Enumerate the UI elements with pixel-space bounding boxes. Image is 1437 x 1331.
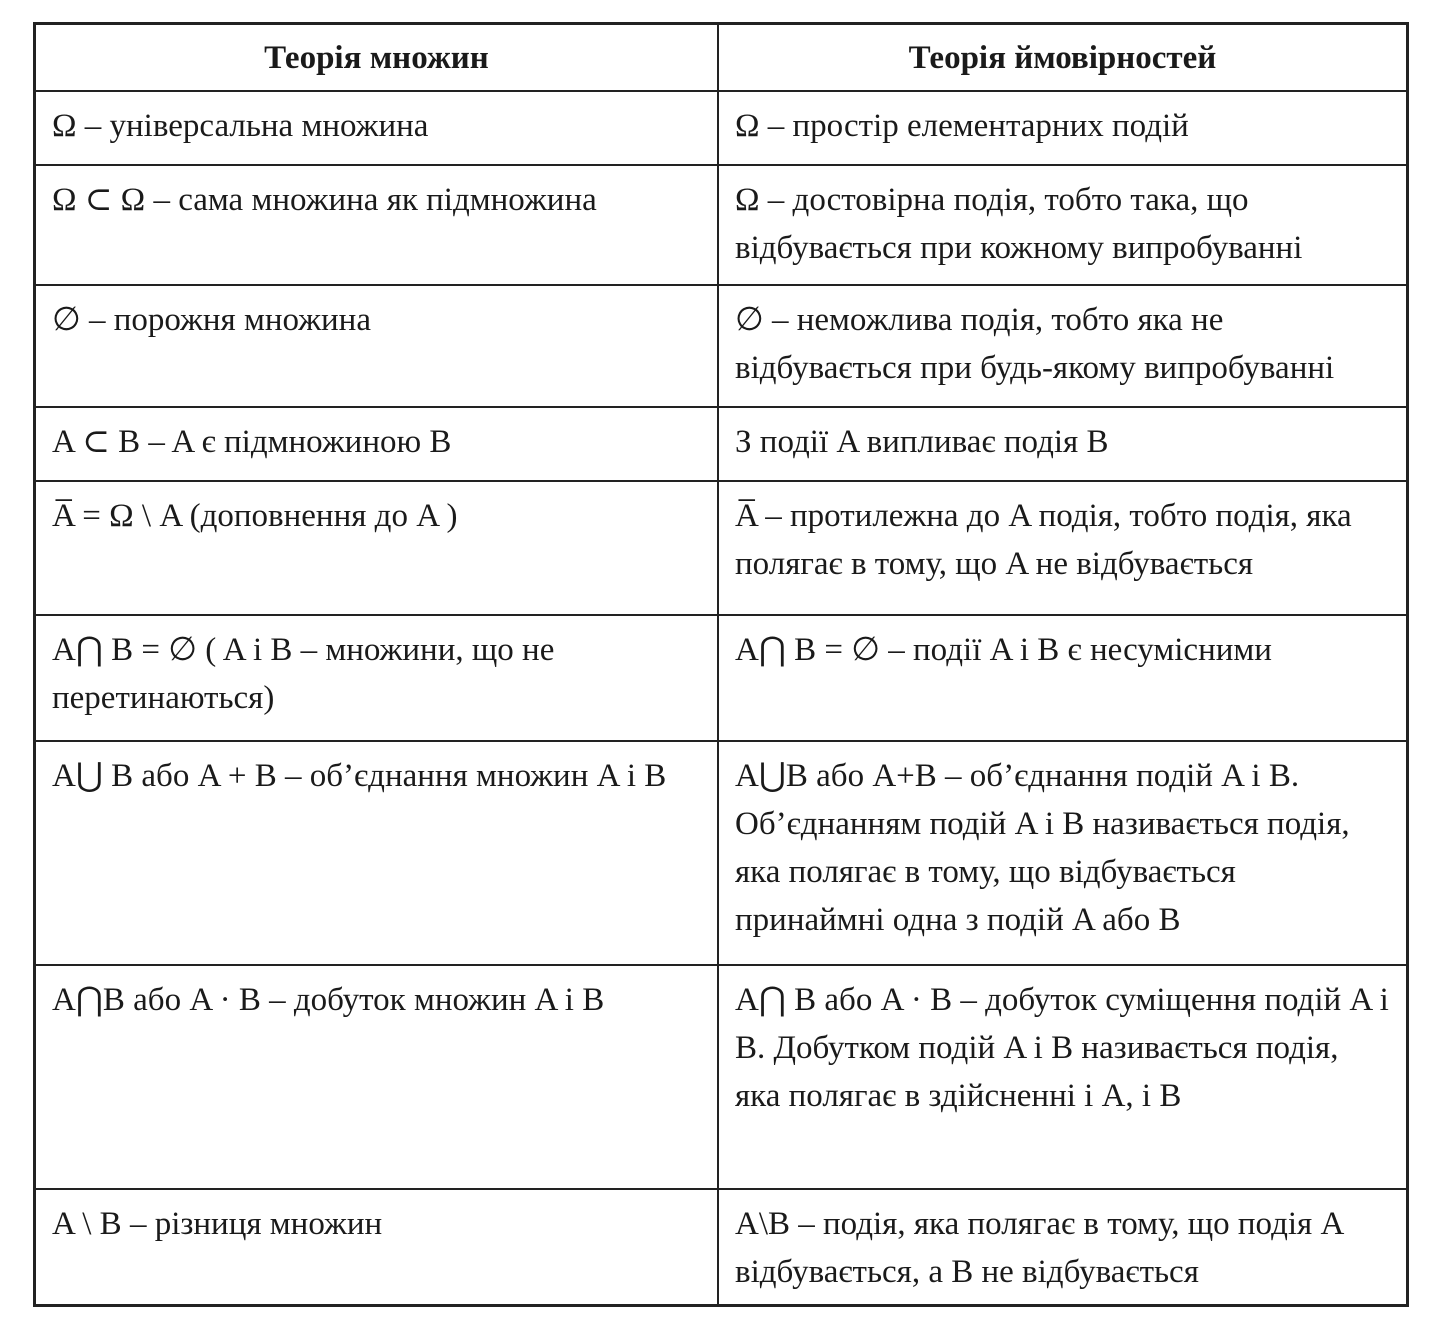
set-theory-cell: A⋂ B = ∅ ( A і B – множини, що не перетинаються): [36, 615, 718, 741]
header-probability-theory: Теорія ймовірностей: [718, 25, 1406, 91]
set-theory-cell: Ω – універсальна множина: [36, 91, 718, 165]
probability-cell: A⋂ B або A · B – добуток суміщення подій A і B. Добутком подій A і B називається подія, яка полягає в здійсненні і A, і B: [718, 965, 1406, 1189]
probability-cell: A\B – подія, яка полягає в тому, що подія A відбувається, а B не відбувається: [718, 1189, 1406, 1304]
comparison-table-frame: [33, 22, 1409, 1307]
table-row: [36, 285, 1406, 407]
probability-cell: A⋃B або A+B – об’єднання подій A і B. Об’єднанням подій A і B називається подія, яка полягає в тому, що відбувається принаймні одна з подій A або B: [718, 741, 1406, 965]
set-theory-cell: A⋃ B або A + B – об’єднання множин A і B: [36, 741, 718, 965]
table-row: [36, 615, 1406, 741]
table-row: [36, 165, 1406, 285]
probability-cell: A⋂ B = ∅ – події A і B є несумісними: [718, 615, 1406, 741]
table-row: [36, 741, 1406, 965]
table-row: [36, 481, 1406, 615]
set-theory-cell: A \ B – різниця множин: [36, 1189, 718, 1304]
probability-cell: З події A випливає подія B: [718, 407, 1406, 481]
header-set-theory: Теорія множин: [36, 25, 718, 91]
set-probability-table: [36, 25, 1406, 1304]
probability-cell: ∅ – неможлива подія, тобто яка не відбувається при будь-якому випробуванні: [718, 285, 1406, 407]
table-row: [36, 407, 1406, 481]
set-theory-cell: A̅ = Ω \ A (доповнення до A ): [36, 481, 718, 615]
probability-cell: Ω – достовірна подія, тобто така, що відбувається при кожному випробуванні: [718, 165, 1406, 285]
set-theory-cell: A ⊂ B – A є підмножиною B: [36, 407, 718, 481]
set-theory-cell: ∅ – порожня множина: [36, 285, 718, 407]
set-theory-cell: A⋂B або A · B – добуток множин A і B: [36, 965, 718, 1189]
table-row: [36, 1189, 1406, 1304]
set-theory-cell: Ω ⊂ Ω – сама множина як підмножина: [36, 165, 718, 285]
probability-cell: A̅ – протилежна до A подія, тобто подія, яка полягає в тому, що A не відбувається: [718, 481, 1406, 615]
table-header-row: [36, 25, 1406, 91]
probability-cell: Ω – простір елементарних подій: [718, 91, 1406, 165]
table-row: [36, 91, 1406, 165]
table-row: [36, 965, 1406, 1189]
